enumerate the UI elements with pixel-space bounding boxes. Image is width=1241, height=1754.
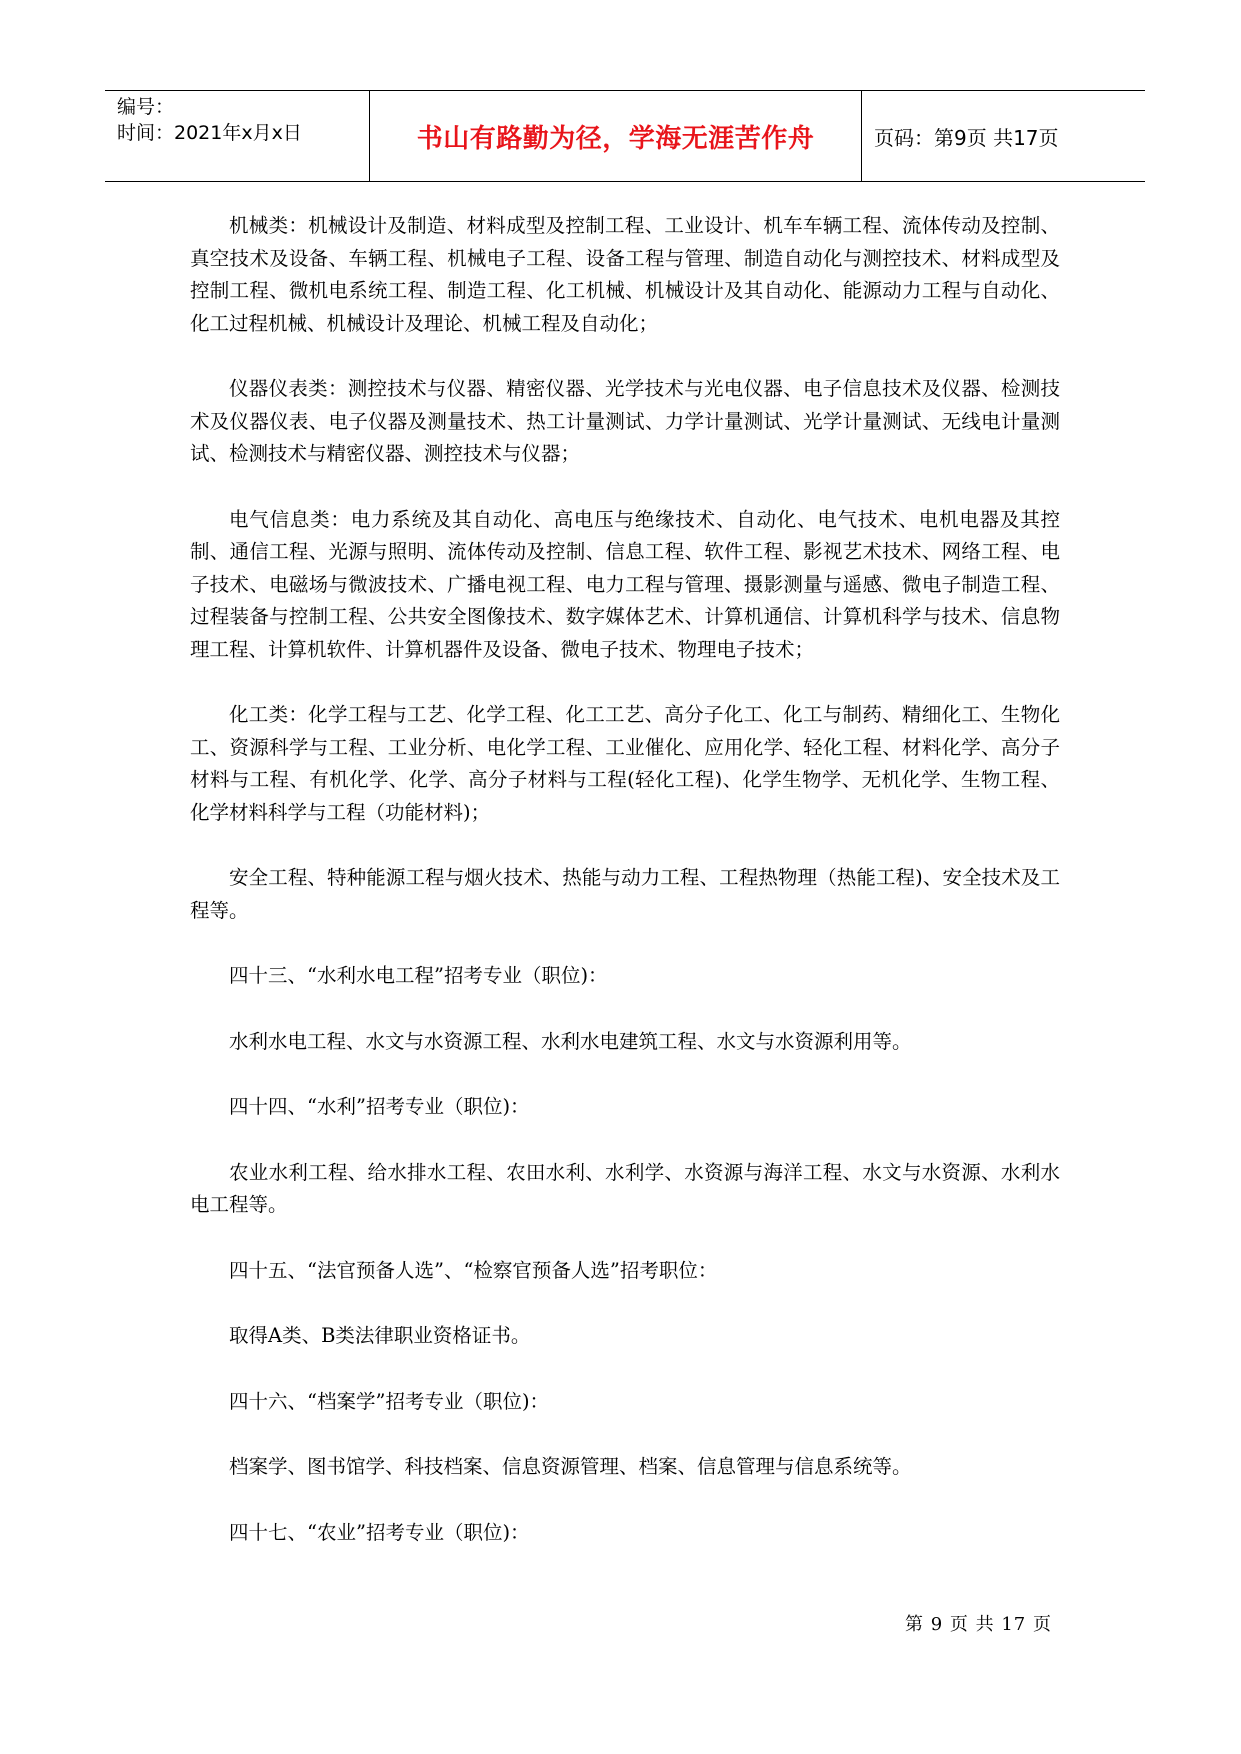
paragraph-instruments: 仪器仪表类：测控技术与仪器、精密仪器、光学技术与光电仪器、电子信息技术及仪器、检测技术及仪器仪表、电子仪器及测量技术、热工计量测试、力学计量测试、光学计量测试、无线电计量测试、检测技术与精密仪器、测控技术与仪器；: [190, 377, 1060, 465]
paragraph-water: 农业水利工程、给水排水工程、农田水利、水利学、水资源与海洋工程、水文与水资源、水利水电工程等。: [190, 1160, 1060, 1216]
paragraph-archives: 档案学、图书馆学、科技档案、信息资源管理、档案、信息管理与信息系统等。: [229, 1455, 912, 1478]
number-label: 编号：: [117, 96, 175, 118]
header-table: [105, 90, 1145, 182]
document-body: [190, 210, 1060, 1582]
paragraph-hydropower: 水利水电工程、水文与水资源工程、水利水电建筑工程、水文与水资源利用等。: [229, 1029, 912, 1053]
section-heading-43: 四十三、“水利水电工程”招考专业（职位)：: [229, 964, 608, 987]
header-left-cell: [105, 91, 370, 181]
paragraph-safety: 安全工程、特种能源工程与烟火技术、热能与动力工程、工程热物理（热能工程)、安全技术及工程等。: [190, 866, 1060, 922]
section-heading-44: 四十四、“水利”招考专业（职位)：: [229, 1095, 530, 1118]
paragraph-law: 取得A类、B类法律职业资格证书。: [229, 1324, 531, 1347]
paragraph-electrical: 电气信息类：电力系统及其自动化、高电压与绝缘技术、自动化、电气技术、电机电器及其控制、通信工程、光源与照明、流体传动及控制、信息工程、软件工程、影视艺术技术、网络工程、电子技术、电磁场与微波技术、广播电视工程、电力工程与管理、摄影测量与遥感、微电子制造工程、过程装备与控制工程、公共安全图像技术、数字媒体艺术、计算机通信、计算机科学与技术、信息物理工程、计算机软件、计算机器件及设备、微电子技术、物理电子技术；: [190, 507, 1060, 661]
section-heading-46: 四十六、“档案学”招考专业（职位)：: [229, 1389, 550, 1413]
motto: 书山有路勤为径，学海无涯苦作舟: [416, 123, 815, 154]
header-middle-cell: [370, 91, 862, 181]
section-heading-45: 四十五、“法官预备人选”、“检察官预备人选”招考职位：: [229, 1258, 718, 1282]
paragraph-mechanical: 机械类：机械设计及制造、材料成型及控制工程、工业设计、机车车辆工程、流体传动及控制、真空技术及设备、车辆工程、机械电子工程、设备工程与管理、制造自动化与测控技术、材料成型及控制工程、微机电系统工程、制造工程、化工机械、机械设计及其自动化、能源动力工程与自动化、化工过程机械、机械设计及理论、机械工程及自动化；: [190, 214, 1060, 335]
paragraph-chemical: 化工类：化学工程与工艺、化学工程、化工工艺、高分子化工、化工与制药、精细化工、生物化工、资源科学与工程、工业分析、电化学工程、工业催化、应用化学、轻化工程、材料化学、高分子材料与工程、有机化学、化学、高分子材料与工程(轻化工程)、化学生物学、无机化学、生物工程、化学材料科学与工程（功能材料)；: [190, 703, 1060, 824]
page-info: 页码：第9页 共17页: [874, 125, 1059, 150]
header-right-cell: [862, 91, 1145, 181]
time-label: 时间：2021年x月x日: [117, 122, 302, 144]
section-heading-47: 四十七、“农业”招考专业（职位)：: [229, 1520, 530, 1544]
page-footer: 第 9 页 共 17 页: [905, 1614, 1052, 1635]
